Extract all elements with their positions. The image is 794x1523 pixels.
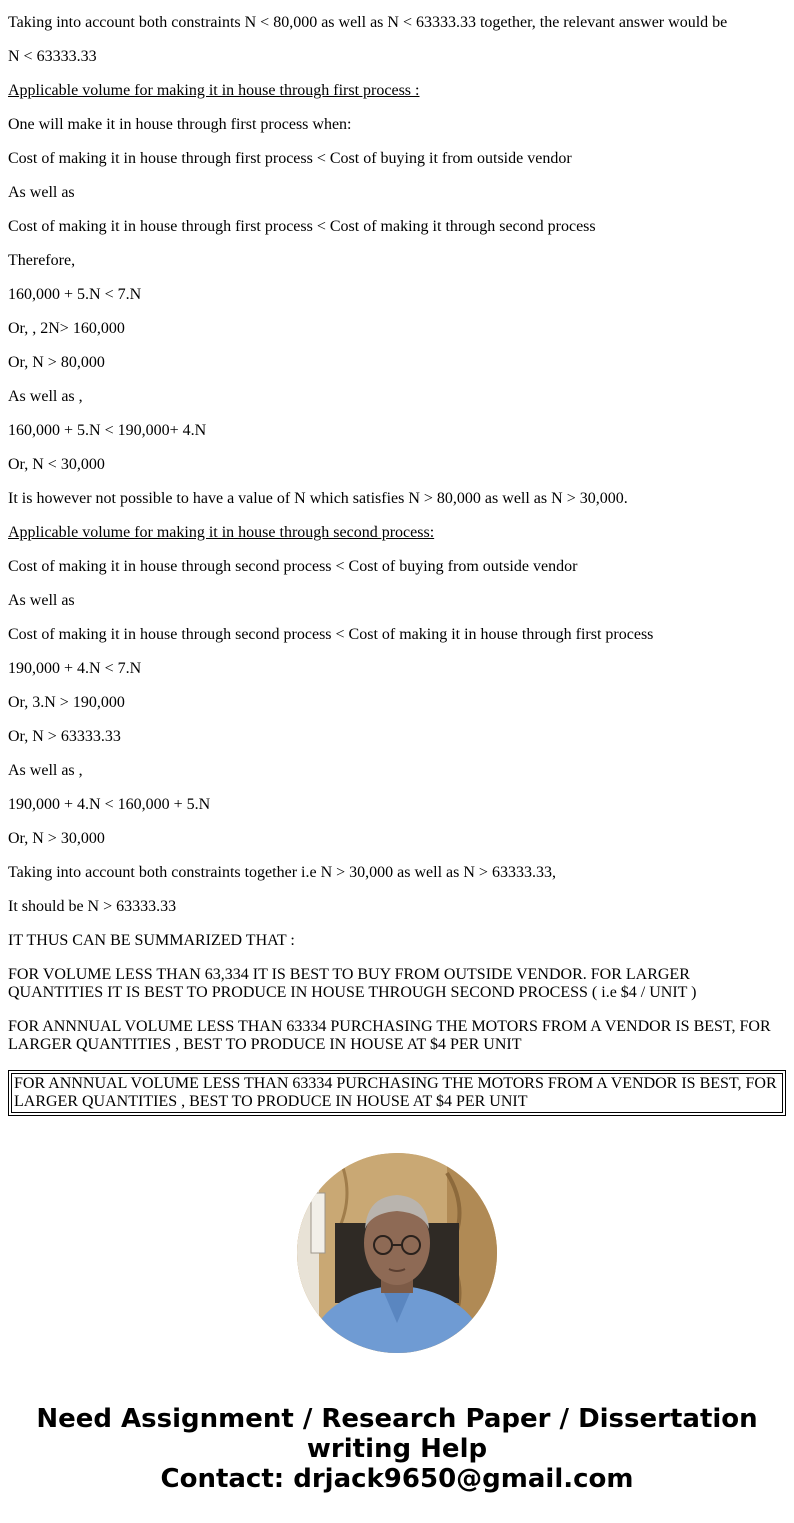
paragraph: As well as ,	[8, 762, 83, 779]
paragraph: As well as ,	[8, 388, 83, 405]
paragraph: Taking into account both constraints N < 80,000 as well as N < 63333.33 together, the relevant answer would be	[8, 14, 728, 31]
promo-contact: Contact: drjack9650@gmail.com	[160, 1464, 634, 1494]
paragraph: Or, N > 63333.33	[8, 728, 121, 745]
author-avatar	[297, 1153, 497, 1353]
paragraph: It should be N > 63333.33	[8, 898, 177, 915]
paragraph: IT THUS CAN BE SUMMARIZED THAT :	[8, 932, 295, 949]
paragraph: FOR VOLUME LESS THAN 63,334 IT IS BEST TO BUY FROM OUTSIDE VENDOR. FOR LARGER QUANTITIES IT IS BEST TO PRODUCE IN HOUSE THROUGH SECOND PROCESS ( i.e $4 / UNIT )	[8, 966, 697, 1001]
paragraph: 190,000 + 4.N < 7.N	[8, 660, 142, 677]
paragraph: Or, N < 30,000	[8, 456, 105, 473]
paragraph: As well as	[8, 592, 75, 609]
promo-headline: Need Assignment / Research Paper / Dissertation writing Help	[36, 1404, 758, 1464]
paragraph: 160,000 + 5.N < 7.N	[8, 286, 142, 303]
section-heading: Applicable volume for making it in house through first process :	[8, 82, 420, 99]
paragraph: Taking into account both constraints together i.e N > 30,000 as well as N > 63333.33,	[8, 864, 556, 881]
paragraph: One will make it in house through first process when:	[8, 116, 352, 133]
answer-box	[8, 1070, 786, 1116]
paragraph: Cost of making it in house through first process < Cost of making it through second process	[8, 218, 596, 235]
paragraph: Cost of making it in house through first process < Cost of buying it from outside vendor	[8, 150, 572, 167]
paragraph: Or, N > 30,000	[8, 830, 105, 847]
paragraph: As well as	[8, 184, 75, 201]
paragraph: It is however not possible to have a value of N which satisfies N > 80,000 as well as N > 30,000.	[8, 490, 628, 507]
paragraph: Or, 3.N > 190,000	[8, 694, 125, 711]
section-heading: Applicable volume for making it in house through second process:	[8, 524, 435, 541]
paragraph: Cost of making it in house through second process < Cost of making it in house through first process	[8, 626, 654, 643]
paragraph: 160,000 + 5.N < 190,000+ 4.N	[8, 422, 207, 439]
paragraph: Or, , 2N> 160,000	[8, 320, 125, 337]
paragraph: Cost of making it in house through second process < Cost of buying from outside vendor	[8, 558, 578, 575]
paragraph: 190,000 + 4.N < 160,000 + 5.N	[8, 796, 211, 813]
paragraph: Therefore,	[8, 252, 76, 269]
paragraph: Or, N > 80,000	[8, 354, 105, 371]
paragraph: FOR ANNNUAL VOLUME LESS THAN 63334 PURCHASING THE MOTORS FROM A VENDOR IS BEST, FOR LARGER QUANTITIES , BEST TO PRODUCE IN HOUSE AT $4 PER UNIT	[8, 1018, 771, 1053]
paragraph: N < 63333.33	[8, 48, 97, 65]
promo-banner	[0, 1404, 794, 1494]
author-photo-icon	[297, 1153, 497, 1353]
answer-text: FOR ANNNUAL VOLUME LESS THAN 63334 PURCHASING THE MOTORS FROM A VENDOR IS BEST, FOR LARGER QUANTITIES , BEST TO PRODUCE IN HOUSE AT $4 PER UNIT	[11, 1073, 783, 1113]
